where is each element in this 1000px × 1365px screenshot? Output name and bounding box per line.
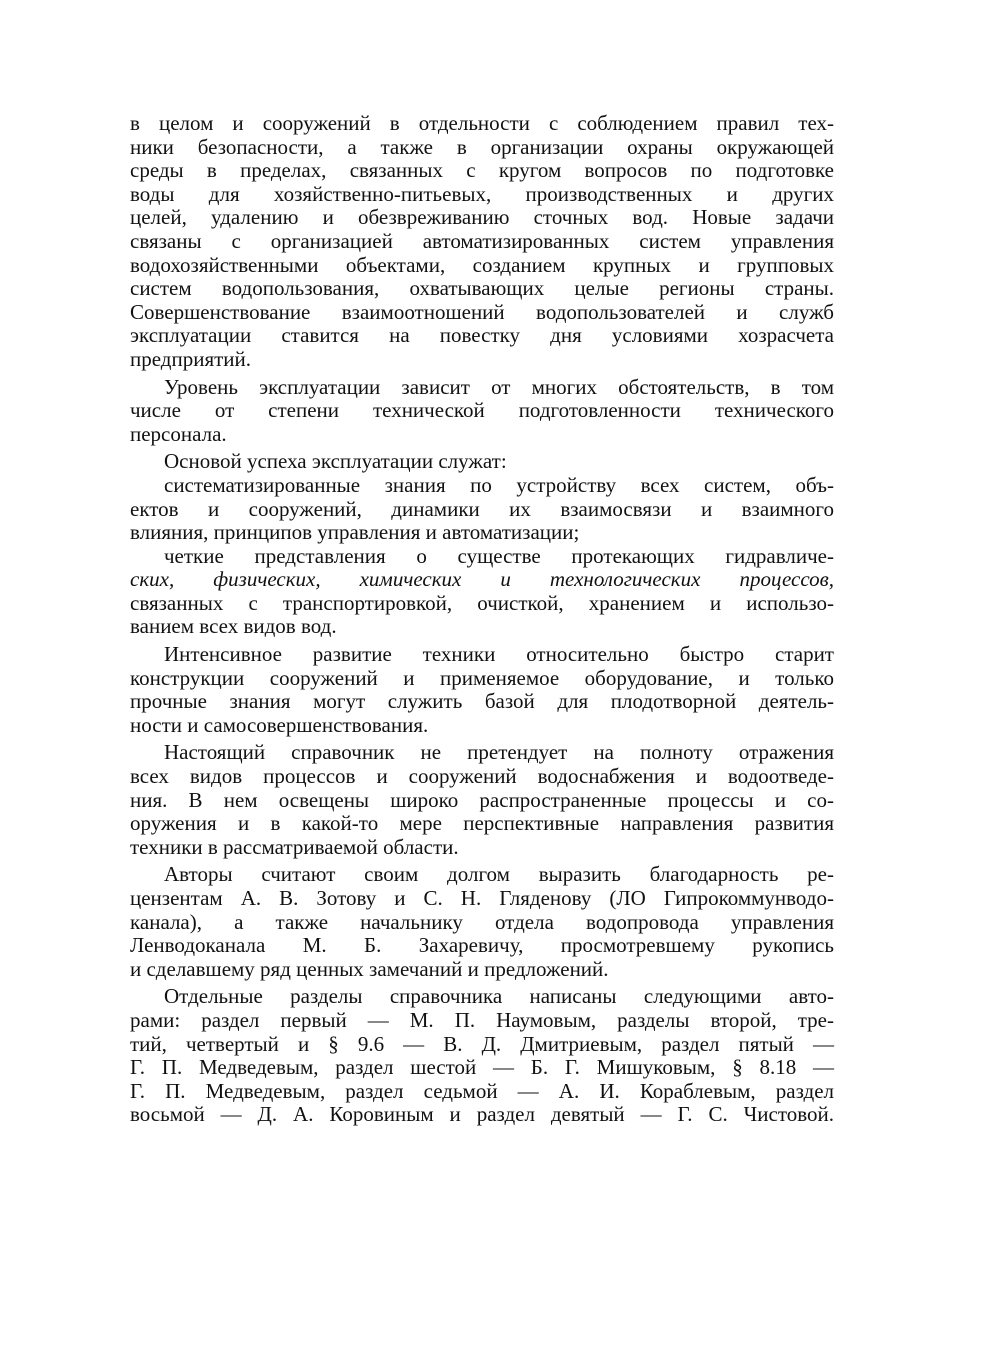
text-line: Основой успеха эксплуатации служат: [164,449,507,474]
text-line: оружения и в какой-то мере перспективные направления развития [130,811,834,836]
text-line: Уровень эксплуатации зависит от многих обстоятельств, в том [164,374,834,399]
text-line: Г. П. Медведевым, раздел шестой — Б. Г. Мишуковым, § 8.18 — [130,1055,834,1080]
text-line: ники безопасности, а также в организации охраны окружающей [130,134,834,159]
text-line: среды в пределах, связанных с кругом вопросов по подготовке [130,158,834,183]
text-line: четкие представления о существе протекающих гидравличе- [164,543,834,568]
text-line: водохозяйственными объектами, созданием крупных и групповых [130,252,834,277]
text-line: тий, четвертый и § 9.6 — В. Д. Дмитриевым, раздел пятый — [130,1031,834,1056]
text-line: систем водопользования, охватывающих целые регионы страны. [130,276,834,301]
text-line: Настоящий справочник не претендует на полноту отражения [164,740,834,765]
text-line: всех видов процессов и сооружений водоснабжения и водоотведе- [130,764,834,789]
paragraph-6 [130,643,834,737]
paragraph-3 [130,450,834,474]
text-line: ния. В нем освещены широко распространенные процессы и со- [130,787,834,812]
text-line: Совершенствование взаимоотношений водопользователей и служб [130,299,834,324]
text-line: в целом и сооружений в отдельности с соблюдением правил тех- [130,111,834,135]
text-line: и сделавшему ряд ценных замечаний и предложений. [130,956,609,981]
paragraph-9 [130,985,834,1127]
paragraph-2 [130,376,834,447]
text-line: предприятий. [130,346,252,371]
paragraph-4 [130,474,834,545]
text-line: ванием всех видов вод. [130,614,337,639]
text-line: Авторы считают своим долгом выразить благодарность ре- [164,862,834,887]
text-line: связаны с организацией автоматизированных систем управления [130,228,834,253]
paragraph-8 [130,863,834,981]
text-line: цензентам А. В. Зотову и С. Н. Гляденову (ЛО Гипрокоммунводо- [130,886,834,910]
text-line: Ленводоканала М. Б. Захаревичу, просмотревшему рукопись [130,933,834,958]
paragraph-7 [130,741,834,859]
text-line: персонала. [130,421,227,446]
paragraph-1 [130,112,834,372]
paragraph-5 [130,545,834,639]
text-line: ности и самосовершенствования. [130,712,429,737]
text-line: связанных с транспортировкой, очисткой, хранением и использо- [130,590,834,615]
text-line: систематизированные знания по устройству всех систем, объ- [164,472,834,497]
text-line: числе от степени технической подготовленности технического [130,398,834,423]
text-line: техники в рассматриваемой области. [130,834,459,859]
text-line: Отдельные разделы справочника написаны следующими авто- [164,984,834,1009]
text-line: целей, удалению и обезвреживанию сточных вод. Новые задачи [130,205,834,230]
text-line: рами: раздел первый — М. П. Наумовым, разделы второй, тре- [130,1007,834,1032]
page-text [130,112,834,1127]
text-line-italic [130,568,834,592]
text-line: Г. П. Медведевым, раздел седьмой — А. И. Кораблевым, раздел [130,1078,834,1103]
text-line: канала), а также начальнику отдела водопровода управления [130,909,834,934]
text-line: восьмой — Д. А. Коровиным и раздел девятый — Г. С. Чистовой. [130,1102,834,1127]
text-line: прочные знания могут служить базой для плодотворной деятель- [130,689,834,714]
italic-text: ских, физических, химических и технологических процессов, [130,567,834,592]
text-line: влияния, принципов управления и автоматизации; [130,520,580,545]
text-line: воды для хозяйственно-питьевых, производственных и других [130,181,834,206]
text-line: эксплуатации ставится на повестку дня условиями хозрасчета [130,323,834,348]
text-line: ектов и сооружений, динамики их взаимосвязи и взаимного [130,496,834,521]
text-line: конструкции сооружений и применяемое оборудование, и только [130,665,834,690]
text-line: Интенсивное развитие техники относительно быстро старит [164,642,834,667]
